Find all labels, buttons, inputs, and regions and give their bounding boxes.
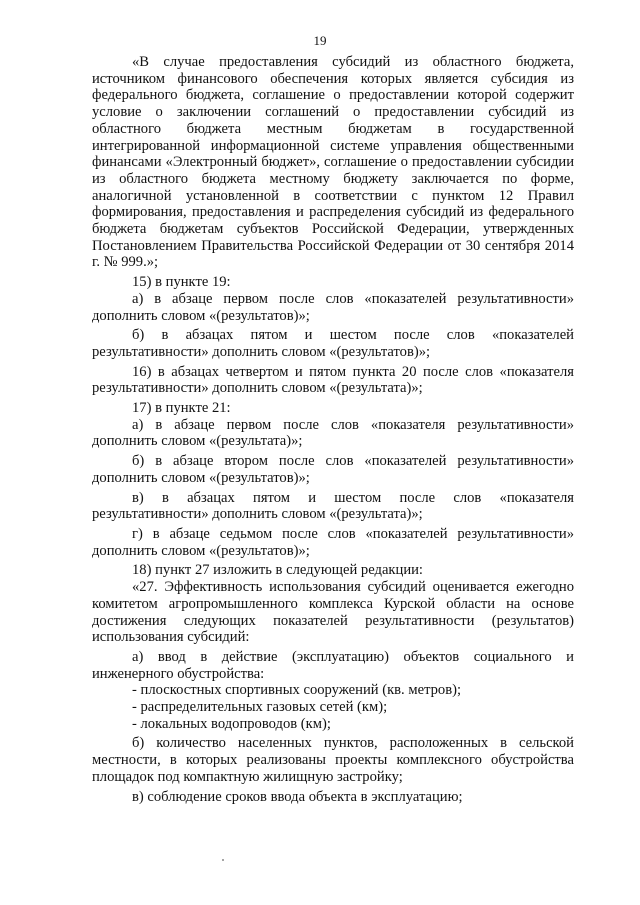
paragraph-point-27b: б) количество населенных пунктов, расположенных в сельской местности, в которых реализованы проекты комплексного обустройства площадок под компактную жилищную застройку;	[92, 735, 574, 785]
paragraph-item-18: 18) пункт 27 изложить в следующей редакции:	[132, 562, 423, 579]
paragraph-point-27: «27. Эффективность использования субсидий оценивается ежегодно комитетом агропромышленного комплекса Курской области на основе достижения следующих показателей результативности (результатов) использования субсидий:	[92, 579, 574, 646]
paragraph-item-15a: а) в абзаце первом после слов «показателей результативности» дополнить словом «(результатов)»;	[92, 290, 574, 324]
paragraph-item-16: 16) в абзацах четвертом и пятом пункта 20 после слов «показателя результативности» дополнить словом «(результата)»;	[92, 363, 574, 397]
paragraph-item-17g: г) в абзаце седьмом после слов «показателей результативности» дополнить словом «(результатов)»;	[92, 525, 574, 559]
paragraph-item-17: 17) в пункте 21:	[132, 400, 231, 417]
document-body	[92, 54, 574, 805]
scan-speck	[222, 859, 224, 861]
paragraph-point-27v: в) соблюдение сроков ввода объекта в эксплуатацию;	[132, 788, 463, 805]
list-item-water-pipes: - локальных водопроводов (км);	[132, 715, 331, 732]
paragraph-point-27a: а) ввод в действие (эксплуатацию) объектов социального и инженерного обустройства:	[92, 648, 574, 682]
paragraph-item-15b: б) в абзацах пятом и шестом после слов «показателей результативности» дополнить словом «(результатов)»;	[92, 327, 574, 360]
page-number: 19	[313, 33, 327, 48]
paragraph-item-17a: а) в абзаце первом после слов «показателя результативности» дополнить словом «(результата)»;	[92, 416, 574, 450]
paragraph-item-15: 15) в пункте 19:	[132, 274, 231, 291]
paragraph-subsidy-agreement: «В случае предоставления субсидий из областного бюджета, источником финансового обеспечения которых является субсидия из федерального бюджета, соглашение о предоставлении которой содержит условие о заключении соглашений о предоставлении субсидий из областного бюджета местным бюджетам в государственной интегрированной информационной системе управления общественными финансами «Электронный бюджет», соглашение о предоставлении субсидии из областного бюджета местному бюджету заключается по форме, аналогичной установленной в соответствии с пунктом 12 Правил формирования, предоставления и распределения субсидий из федерального бюджета бюджетам субъектов Российской Федерации, утвержденных Постановлением Правительства Российской Федерации от 30 сентября 2014 г. № 999.»;	[92, 54, 574, 271]
paragraph-item-17v: в) в абзацах пятом и шестом после слов «показателя результативности» дополнить словом «(результата)»;	[92, 489, 574, 523]
list-item-gas-networks: - распределительных газовых сетей (км);	[132, 699, 388, 716]
paragraph-item-17b: б) в абзаце втором после слов «показателей результативности» дополнить словом «(результатов)»;	[92, 453, 574, 486]
list-item-sports-facilities: - плоскостных спортивных сооружений (кв. метров);	[132, 682, 462, 699]
